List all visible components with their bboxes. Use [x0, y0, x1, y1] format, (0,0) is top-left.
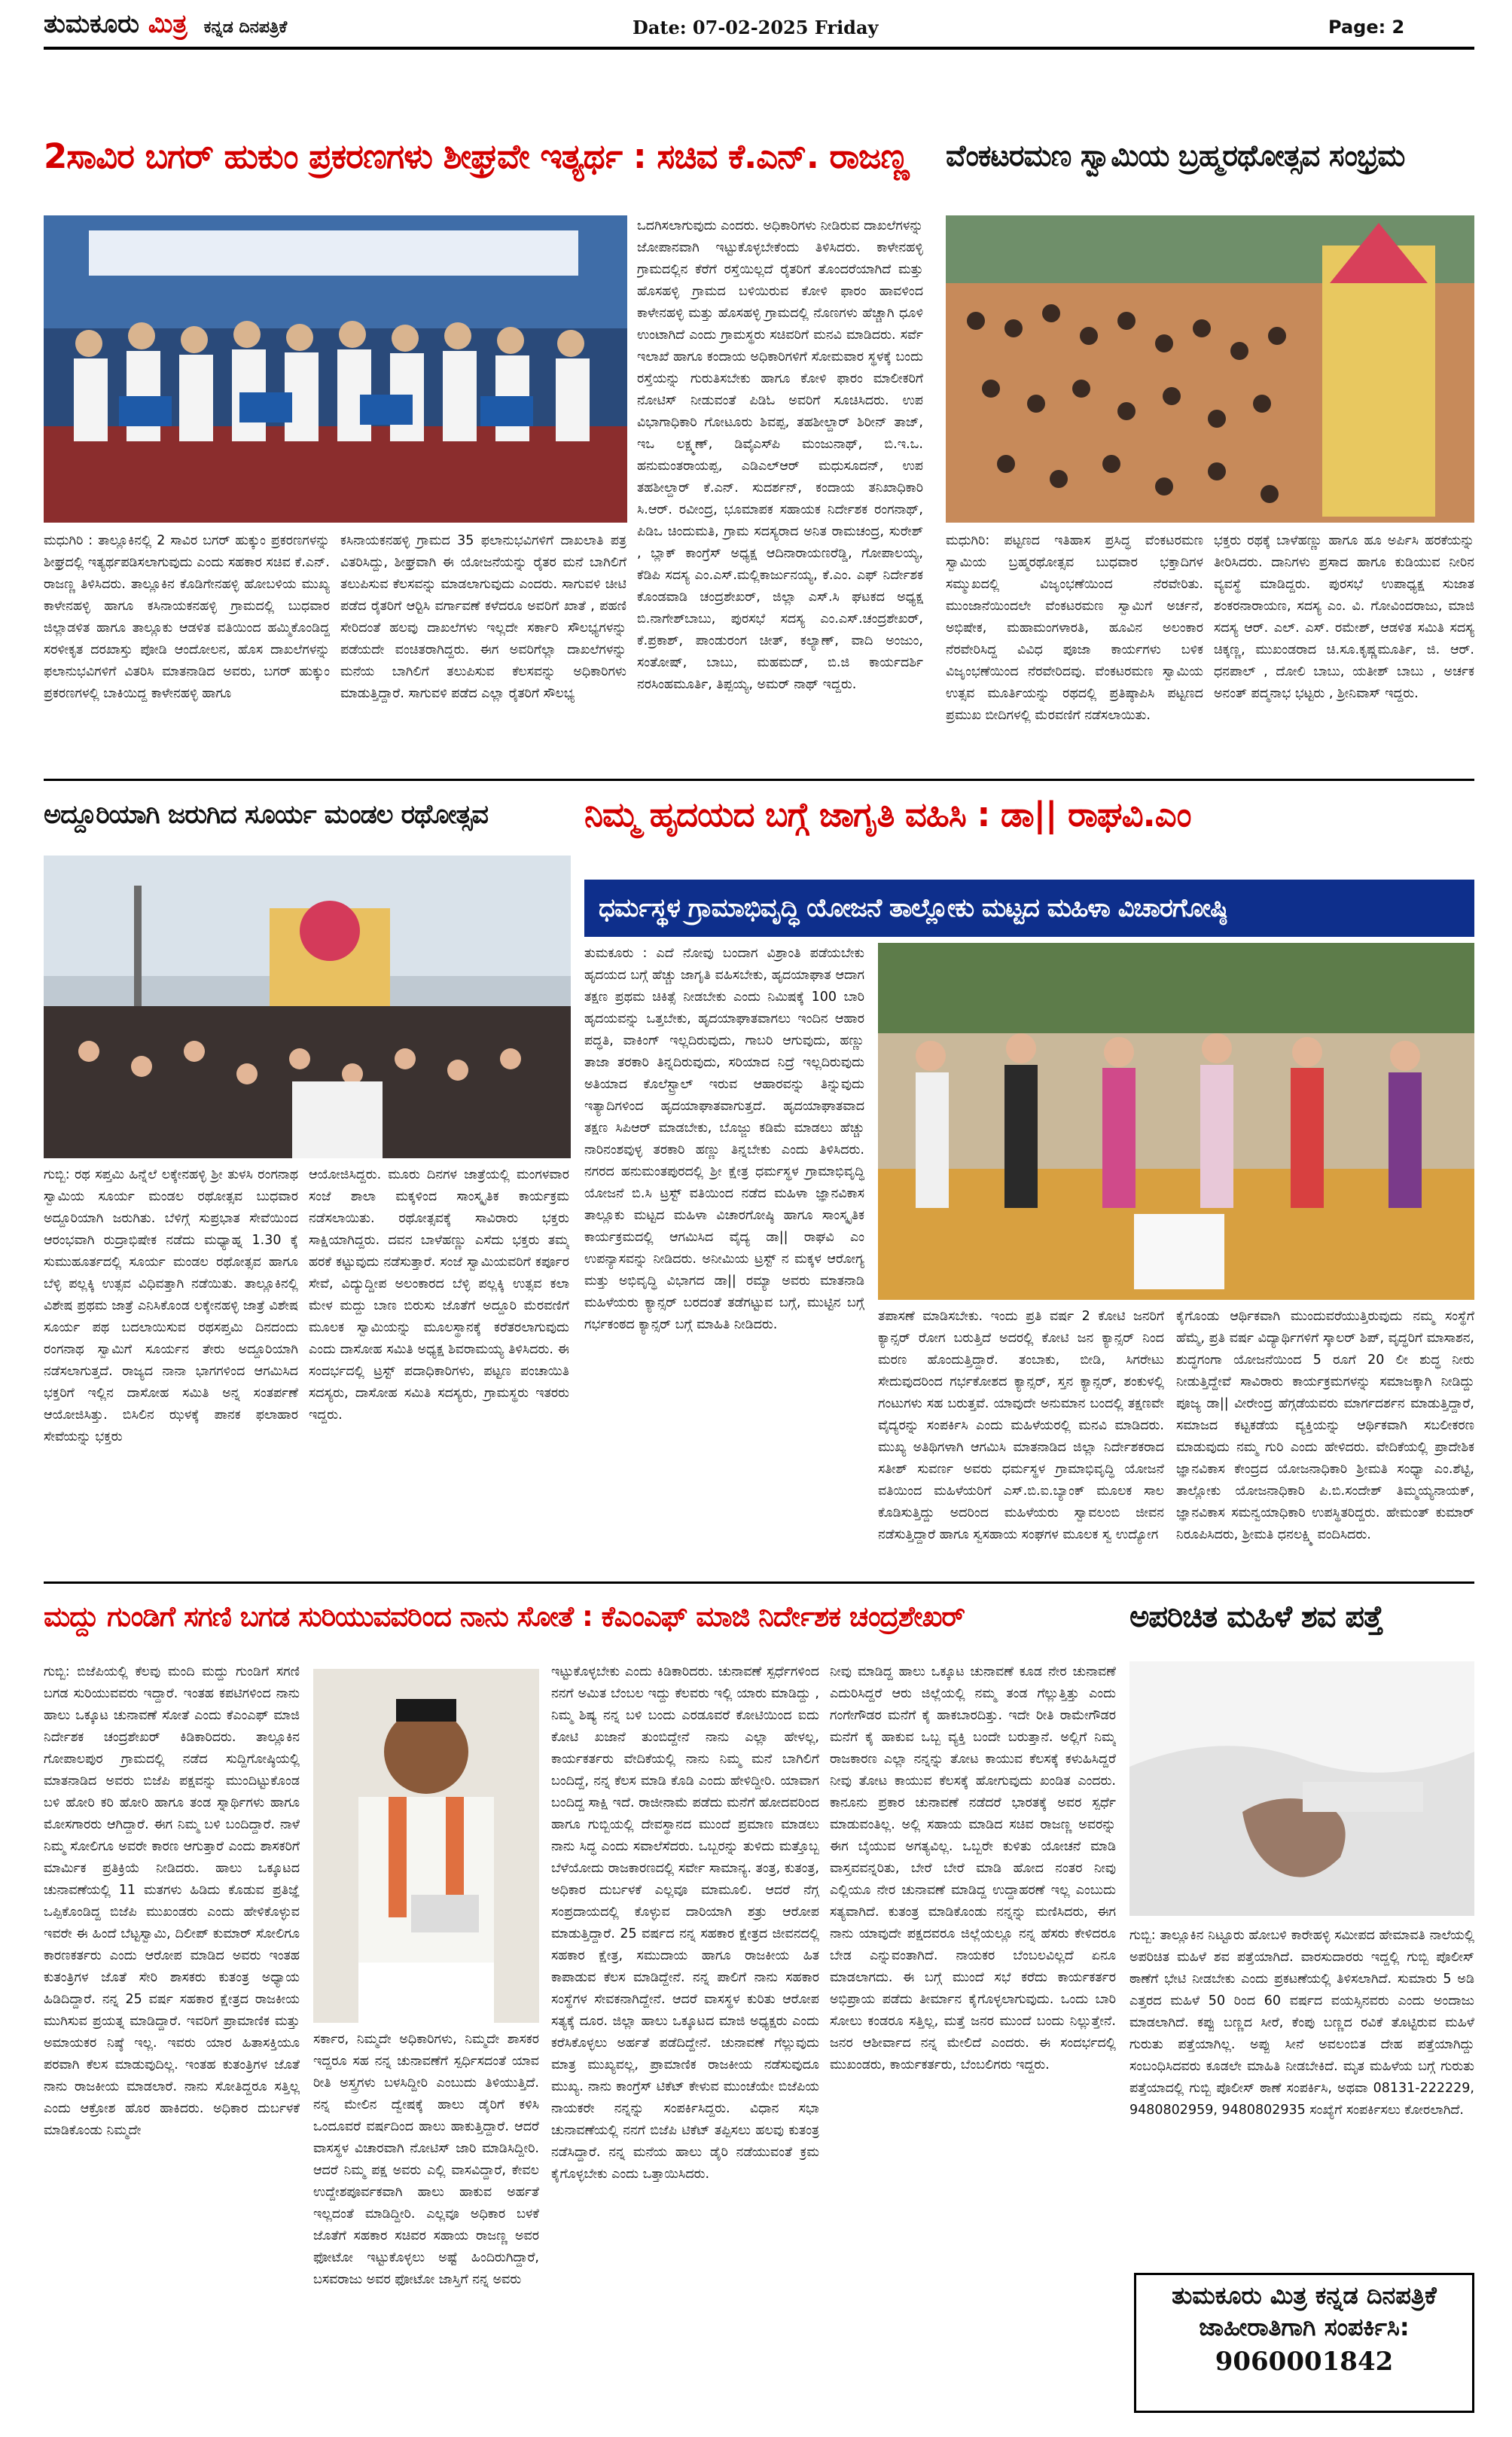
- article4-col3: ಕೈಗೊಂಡು ಆರ್ಥಿಕವಾಗಿ ಮುಂದುವರೆಯುತ್ತಿರುವುದು ನಮ್ಮ ಸಂಸ್ಥೆಗೆ ಹೆಮ್ಮೆ, ಪ್ರತಿ ವರ್ಷ ವಿದ್ಯಾರ್ಥಿಗಳಿಗೆ ಸ್ಕಾಲರ್ ಶಿಪ್, ವೃದ್ಧರಿಗೆ ಮಾಸಾಶನ, ಶುದ್ಧಗಂಗಾ ಯೋಜನೆಯಿಂದ 5 ರೂಗೆ 20 ಲೀ ಶುದ್ಧ ನೀರು ನೀಡುತ್ತಿದ್ದೇವೆ ಸಾವಿರಾರು ಕಾರ್ಯಕ್ರಮಗಳನ್ನು ಸಮಾಜಕ್ಕಾಗಿ ನೀಡಿದ್ದು ಪೂಜ್ಯ ಡಾ|| ವೀರೇಂದ್ರ ಹೆಗ್ಗಡೆಯವರು ಮಾರ್ಗದರ್ಶನ ಮಾಡುತ್ತಿದ್ದಾರೆ, ಸಮಾಜದ ಕಟ್ಟಕಡೆಯ ವ್ಯಕ್ತಿಯನ್ನು ಆರ್ಥಿಕವಾಗಿ ಸಬಲೀಕರಣ ಮಾಡುವುದು ನಮ್ಮ ಗುರಿ ಎಂದು ಹೇಳಿದರು. ವೇದಿಕೆಯಲ್ಲಿ ಪ್ರಾದೇಶಿಕ ಜ್ಞಾನವಿಕಾಸ ಕೇಂದ್ರದ ಯೋಜನಾಧಿಕಾರಿ ಶ್ರೀಮತಿ ಸಂಧ್ಯಾ ಎಂ.ಶೆಟ್ಟಿ, ತಾಲ್ಲೋಕು ಯೋಜನಾಧಿಕಾರಿ ಪಿ.ಬಿ.ಸಂದೇಶ್ ತಿಮ್ಮಯ್ಯನಾಯಕ್, ಜ್ಞಾನವಿಕಾಸ ಸಮನ್ವಯಾಧಿಕಾರಿ ಉಪಸ್ಥಿತರಿದ್ದರು. ಹೇಮಂತ್ ಕುಮಾರ್ ನಿರೂಪಿಸಿದರು, ಶ್ರೀಮತಿ ಧನಲಕ್ಷ್ಮಿ ವಂದಿಸಿದರು.: [1176, 1309, 1474, 1542]
- advertisement-box: [1134, 2273, 1474, 2413]
- article3-photo: [44, 856, 571, 1158]
- ad-contact-label: ಜಾಹೀರಾತಿಗಾಗಿ ಸಂಪರ್ಕಿಸಿ:: [1199, 2313, 1410, 2341]
- article6-col1: ಗುಬ್ಬಿ: ತಾಲ್ಲೂಕಿನ ನಿಟ್ಟೂರು ಹೋಬಳಿ ಕಾರೇಹಳ್ಳಿ ಸಮೀಪದ ಹೇಮಾವತಿ ನಾಲೆಯಲ್ಲಿ ಅಪರಿಚಿತ ಮಹಿಳೆ ಶವ ಪತ್ತೆಯಾಗಿದೆ. ವಾರಸುದಾರರು ಇದ್ದಲ್ಲಿ ಗುಬ್ಬಿ ಪೊಲೀಸ್ ಠಾಣೆಗೆ ಭೇಟಿ ನೀಡಬೇಕು ಎಂದು ಪ್ರಕಟಣೆಯಲ್ಲಿ ತಿಳಿಸಲಾಗಿದೆ. ಸುಮಾರು 5 ಅಡಿ ಎತ್ತರದ ಮಹಿಳೆ 50 ರಿಂದ 60 ವರ್ಷದ ವಯಸ್ಸಿನವರು ಎಂದು ಅಂದಾಜು ಮಾಡಲಾಗಿದೆ. ಕಪ್ಪು ಬಣ್ಣದ ಸೀರೆ, ಕೆಂಪು ಬಣ್ಣದ ರವಿಕೆ ತೊಟ್ಟಿರುವ ಮಹಿಳೆ ಗುರುತು ಪತ್ತೆಯಾಗಿಲ್ಲ. ಅಪ್ಪು ಸೀನೆ ಅವಲಂಬಿತ ದೇಹ ಪತ್ತೆಯಾಗಿದ್ದು ಸಂಬಂಧಿಸಿದವರು ಕೂಡಲೇ ಮಾಹಿತಿ ನೀಡಬೇಕಿದೆ. ಮೃತ ಮಹಿಳೆಯ ಬಗ್ಗೆ ಗುರುತು ಪತ್ತೆಯಾದಲ್ಲಿ ಗುಬ್ಬಿ ಪೊಲೀಸ್ ಠಾಣೆ ಸಂಪರ್ಕಿಸಿ, ಅಥವಾ 08131-222229, 9480802959, 9480802935 ಸಂಖ್ಯೆಗೆ ಸಂಪರ್ಕಿಸಲು ಕೋರಲಾಗಿದೆ.: [1129, 1928, 1474, 2118]
- page-number: Page: 2: [1328, 17, 1405, 38]
- article4-banner: ಧರ್ಮಸ್ಥಳ ಗ್ರಾಮಾಭಿವೃದ್ಧಿ ಯೋಜನೆ ತಾಲ್ಲೋಕು ಮಟ್ಟದ ಮಹಿಳಾ ವಿಚಾರಗೋಷ್ಠಿ: [584, 880, 1474, 937]
- newspaper-name: ತುಮಕೂರು ಮಿತ್ರ: [44, 9, 187, 39]
- masthead-rule: [44, 47, 1474, 50]
- article1-col3: ಒದಗಿಸಲಾಗುವುದು ಎಂದರು. ಅಧಿಕಾರಿಗಳು ನೀಡಿರುವ ದಾಖಲೆಗಳನ್ನು ಜೋಪಾನವಾಗಿ ಇಟ್ಟುಕೊಳ್ಳಬೇಕೆಂದು ತಿಳಿಸಿದರು. ಕಾಳೇನಹಳ್ಳಿ ಗ್ರಾಮದಲ್ಲಿನ ಕೆರೆಗೆ ರಸ್ತೆಯಿಲ್ಲದೆ ರೈತರಿಗೆ ತೊಂದರೆಯಾಗಿದೆ ಮತ್ತು ಹೊಸಹಳ್ಳಿ ಗ್ರಾಮದ ಬಳಿಯಿರುವ ಕೋಳಿ ಫಾರಂ ಹಾವಳಿಂದ ಕಾಳೇನಹಳ್ಳಿ ಮತ್ತು ಹೊಸಹಳ್ಳಿ ಗ್ರಾಮದಲ್ಲಿ ನೊಣಗಳು ಹೆಚ್ಚಾಗಿ ಧೂಳಿ ಉಂಟಾಗಿದೆ ಎಂದು ಗ್ರಾಮಸ್ಥರು ಸಚಿವರಿಗೆ ಮನವಿ ಮಾಡಿದರು. ಸರ್ವೆ ಇಲಾಖೆ ಹಾಗೂ ಕಂದಾಯ ಅಧಿಕಾರಿಗಳಿಗೆ ಸೋಮವಾರ ಸ್ಥಳಕ್ಕೆ ಬಂದು ರಸ್ತೆಯನ್ನು ಗುರುತಿಸಬೇಕು ಹಾಗೂ ಕೋಳಿ ಫಾರಂ ಮಾಲೀಕರಿಗೆ ನೋಟಿಸ್ ನೀಡುವಂತೆ ಪಿಡಿಓ ಅವರಿಗೆ ಸೂಚಿಸಿದರು. ಉಪ ವಿಭಾಗಾಧಿಕಾರಿ ಗೋಟೂರು ಶಿವಪ್ಪ, ತಹಶೀಲ್ದಾರ್ ಶಿರೀನ್ ತಾಜ್, ಇಒ ಲಕ್ಷ್ಮಣ್, ಡಿವೈಎಸ್‍ಪಿ ಮಂಜುನಾಥ್, ಬಿ.ಇ.ಒ. ಹನುಮಂತರಾಯಪ್ಪ, ಎಡಿಎಲ್‍ಆರ್ ಮಧುಸೂದನ್, ಉಪ ತಹಶೀಲ್ದಾರ್ ಕೆ.ಎನ್. ಸುದರ್ಶನ್, ಕಂದಾಯ ತನಿಖಾಧಿಕಾರಿ ಸಿ.ಆರ್. ರವೀಂದ್ರ, ಭೂಮಾಪಕ ಸಹಾಯಕ ನಿರ್ದೇಶಕ ರಂಗನಾಥ್, ಪಿಡಿಒ ಚಿಂದುಮತಿ, ಗ್ರಾಮ ಸದಸ್ಯರಾದ ಅನಿತ ರಾಮಚಂದ್ರ, ಸುರೇಶ್ , ಬ್ಲಾಕ್ ಕಾಂಗ್ರೆಸ್ ಅಧ್ಯಕ್ಷ ಆದಿನಾರಾಯಣರೆಡ್ಡಿ, ಗೋಪಾಲಯ್ಯ, ಕೆಡಿಪಿ ಸದಸ್ಯ ಎಂ.ಎಸ್.ಮಲ್ಲಿಕಾರ್ಜುನಯ್ಯ, ಕೆ.ಎಂ. ಎಫ್ ನಿರ್ದೇಶಕ ಕೊಂಡವಾಡಿ ಚಂದ್ರಶೇಖರ್, ಜಿಲ್ಲಾ ಎಸ್.ಸಿ ಘಟಕದ ಅಧ್ಯಕ್ಷ ಬಿ.ನಾಗೇಶ್‍ಬಾಬು, ಪುರಸಭೆ ಸದಸ್ಯ ಎಂ.ಎಸ್.ಚಂದ್ರಶೇಖರ್, ಕೆ.ಪ್ರಕಾಶ್, ಪಾಂಡುರಂಗ ಚೀತ್, ಕಲ್ಯಾಣ್, ವಾದಿ ಅಂಜುಂ, ಸಂತೋಷ್, ಬಾಬು, ಮಹಮದ್, ಬಿ.ಜಿ ಕಾರ್ಯದರ್ಶಿ ನರಸಿಂಹಮೂರ್ತಿ, ತಿಪ್ಪಯ್ಯ, ಅಮರ್ ನಾಥ್ ಇದ್ದರು.: [637, 218, 923, 692]
- article5-col1b: ಸರ್ಕಾರ, ನಿಮ್ಮದೇ ಅಧಿಕಾರಿಗಳು, ನಿಮ್ಮದೇ ಶಾಸಕರ ಇದ್ದರೂ ಸಹ ನನ್ನ ಚುನಾವಣೆಗೆ ಸ್ಪರ್ಧಿಸದಂತೆ ಯಾವ ರೀತಿ ಅಸ್ತ್ರಗಳು ಬಳಸಿದ್ದೀರಿ ಎಂಬುದು ತಿಳಿಯುತ್ತಿದೆ. ನನ್ನ ಮೇಲಿನ ದ್ವೇಷಕ್ಕೆ ಹಾಲು ಡೈರಿಗೆ ಕಳಿಸಿ ಒಂದೂವರೆ ವರ್ಷದಿಂದ ಹಾಲು ಹಾಕುತ್ತಿದ್ದಾರೆ. ಆದರೆ ವಾಸಸ್ಥಳ ವಿಚಾರವಾಗಿ ನೋಟಿಸ್ ಜಾರಿ ಮಾಡಿಸಿದ್ದೀರಿ. ಆದರೆ ನಿಮ್ಮ ಪಕ್ಷ ಅವರು ಎಲ್ಲಿ ವಾಸವಿದ್ದಾರೆ, ಕೇವಲ ಉದ್ದೇಶಪೂರ್ವಕವಾಗಿ ಹಾಲು ಹಾಕುವ ಅರ್ಹತೆ ಇಲ್ಲದಂತೆ ಮಾಡಿದ್ದೀರಿ. ಎಲ್ಲವೂ ಅಧಿಕಾರ ಬಳಕೆ ಜೊತೆಗೆ ಸಹಕಾರ ಸಚಿವರ ಸಹಾಯ ರಾಜಣ್ಣ ಅವರ ಫೋಟೋ ಇಟ್ಟುಕೊಳ್ಳಲು ಅಷ್ಟೆ ಹಿಂದಿರುಗಿದ್ದಾರೆ, ಬಸವರಾಜು ಅವರ ಫೋಟೋ ಜಾಸ್ತಿಗೆ ನನ್ನ ಅವರು: [313, 2032, 539, 2287]
- article5-col3: ನೀವು ಮಾಡಿದ್ದ ಹಾಲು ಒಕ್ಕೂಟ ಚುನಾವಣೆ ಕೂಡ ನೇರ ಚುನಾವಣೆ ಎದುರಿಸಿದ್ದರೆ ಆರು ಜಿಲ್ಲೆಯಲ್ಲಿ ನಮ್ಮ ತಂಡ ಗೆಲ್ಲುತ್ತಿತ್ತು ಎಂದು ಗಂಗೇಗೌಡರ ಮನೆಗೆ ಕೈ ಹಾಕಬಾರದಿತ್ತು. ಇದೇ ರೀತಿ ರಾಮೇಗೌಡರ ಮನೆಗೆ ಕೈ ಹಾಕುವ ಒಬ್ಬ ವ್ಯಕ್ತಿ ಬಂದೇ ಬರುತ್ತಾನೆ. ಅಲ್ಲಿಗೆ ನಿಮ್ಮ ರಾಜಕಾರಣ ಎಲ್ಲಾ ನನ್ನನ್ನು ತೋಟ ಕಾಯುವ ಕೆಲಸಕ್ಕೆ ಕಳುಹಿಸಿದ್ದರೆ ನೀವು ತೋಟ ಕಾಯುವ ಕೆಲಸಕ್ಕೆ ಹೋಗುವುದು ಖಂಡಿತ ಎಂದರು. ಕಾನೂನು ಪ್ರಕಾರ ಚುನಾವಣೆ ನಡೆದರೆ ಭಾರತಕ್ಕೆ ಅವರ ಸ್ಪರ್ಧೆ ಮಾಡುವಂತಿಲ್ಲ. ಅಲ್ಲಿ ಸಹಾಯ ಮಾಡಿದ ಸಚಿವ ರಾಜಣ್ಣ ಅವರನ್ನು ಈಗ ಬೈಯುವ ಅಗತ್ಯವಿಲ್ಲ. ಒಬ್ಬರೇ ಕುಳಿತು ಯೋಚನೆ ಮಾಡಿ ವಾಸ್ತವವನ್ನರಿತು, ಬೇರೆ ಬೇರೆ ಮಾಡಿ ಹೋದ ನಂತರ ನೀವು ಎಲ್ಲಿಯೂ ನೇರ ಚುನಾವಣೆ ಮಾಡಿದ್ದ ಉದ್ದಾಹರಣೆ ಇಲ್ಲ ಎಂಬುದು ಸತ್ಯವಾಗಿದೆ. ಕುತಂತ್ರ ಮಾಡಿಕೊಂಡು ನನ್ನನ್ನು ಮಣಿಸಿದರು, ಈಗ ನಾನು ಯಾವುದೇ ಪಕ್ಷದವರೂ ಜಿಲ್ಲೆಯಲ್ಲೂ ನನ್ನ ಹೆಸರು ಕೇಳಿದರೂ ಬೇಡ ಎನ್ನುವಂತಾಗಿದೆ. ನಾಯಕರ ಬೆಂಬಲವಿಲ್ಲದೆ ಏನೂ ಮಾಡಲಾಗದು. ಈ ಬಗ್ಗೆ ಮುಂದೆ ಸಭೆ ಕರೆದು ಕಾರ್ಯಕರ್ತರ ಅಭಿಪ್ರಾಯ ಪಡೆದು ತೀರ್ಮಾನ ಕೈಗೊಳ್ಳಲಾಗುವುದು. ಒಂದು ಬಾರಿ ಸೋಲು ಕಂಡರೂ ಸತ್ತಿಲ್ಲ, ಮತ್ತೆ ಜನರ ಮುಂದೆ ಬಂದು ನಿಲ್ಲುತ್ತೇನೆ. ಜನರ ಆಶೀರ್ವಾದ ನನ್ನ ಮೇಲಿದೆ ಎಂದರು. ಈ ಸಂದರ್ಭದಲ್ಲಿ ಮುಖಂಡರು, ಕಾರ್ಯಕರ್ತರು, ಬೆಂಬಲಿಗರು ಇದ್ದರು.: [830, 1664, 1116, 2073]
- article4-col1: ತುಮಕೂರು : ಎದೆ ನೋವು ಬಂದಾಗ ವಿಶ್ರಾಂತಿ ಪಡೆಯಬೇಕು ಹೃದಯದ ಬಗ್ಗೆ ಹೆಚ್ಚು ಜಾಗೃತಿ ವಹಿಸಬೇಕು, ಹೃದಯಾಘಾತ ಆದಾಗ ತಕ್ಷಣ ಪ್ರಥಮ ಚಿಕಿತ್ಸೆ ನೀಡಬೇಕು ಎಂದು ನಿಮಿಷಕ್ಕೆ 100 ಬಾರಿ ಹೃದಯವನ್ನು ಒತ್ತಬೇಕು, ಹೃದಯಾಘಾತವಾಗಲು ಇಂದಿನ ಆಹಾರ ಪದ್ಧತಿ, ವಾಕಿಂಗ್ ಇಲ್ಲದಿರುವುದು, ಗಾಬರಿ ಆಗುವುದು, ಹಣ್ಣು ತಾಜಾ ತರಕಾರಿ ತಿನ್ನದಿರುವುದು, ಸರಿಯಾದ ನಿದ್ರೆ ಇಲ್ಲದಿರುವುದು ಅತಿಯಾದ ಕೊಲೆಸ್ಟ್ರಾಲ್ ಇರುವ ಆಹಾರವನ್ನು ತಿನ್ನುವುದು ಇತ್ಯಾದಿಗಳಿಂದ ಹೃದಯಾಘಾತವಾಗುತ್ತದೆ. ಹೃದಯಾಘಾತವಾದ ತಕ್ಷಣ ಸಿಪಿಆರ್ ಮಾಡಬೇಕು, ಬೊಜ್ಜು ಕಡಿಮೆ ಮಾಡಲು ಹೆಚ್ಚು ನಾರಿನಂಶವುಳ್ಳ ತರಕಾರಿ ಹಣ್ಣು ತಿನ್ನಬೇಕು ಎಂದು ತಿಳಿಸಿದರು. ನಗರದ ಹನುಮಂತಪುರದಲ್ಲಿ ಶ್ರೀ ಕ್ಷೇತ್ರ ಧರ್ಮಸ್ಥಳ ಗ್ರಾಮಾಭಿವೃದ್ಧಿ ಯೋಜನೆ ಬಿ.ಸಿ ಟ್ರಸ್ಟ್ ವತಿಯಿಂದ ನಡೆದ ಮಹಿಳಾ ಜ್ಞಾನವಿಕಾಸ ತಾಲ್ಲೂಕು ಮಟ್ಟದ ಮಹಿಳಾ ವಿಚಾರಗೋಷ್ಠಿ ಹಾಗೂ ಸಾಂಸ್ಕೃತಿಕ ಕಾರ್ಯಕ್ರಮದಲ್ಲಿ ಆಗಮಿಸಿದ ವೈದ್ಯ ಡಾ|| ರಾಘವಿ ಎಂ ಉಪನ್ಯಾಸವನ್ನು ನೀಡಿದರು. ಅನೀಮಿಯ ಟ್ರಸ್ಟ್ ನ ಮಕ್ಕಳ ಆರೋಗ್ಯ ಮತ್ತು ಅಭಿವೃದ್ಧಿ ವಿಭಾಗದ ಡಾ|| ರಮ್ಯಾ ಅವರು ಮಾತನಾಡಿ ಮಹಿಳೆಯರು ಕ್ಯಾನ್ಸರ್ ಬರದಂತೆ ತಡೆಗಟ್ಟುವ ಬಗ್ಗೆ, ಮುಟ್ಟಿನ ಬಗ್ಗೆ ಗರ್ಭಕಂಠದ ಕ್ಯಾನ್ಸರ್ ಬಗ್ಗೆ ಮಾಹಿತಿ ನೀಡಿದರು.: [584, 946, 864, 1332]
- article1-col2: ಕಸಿನಾಯಕನಹಳ್ಳಿ ಗ್ರಾಮದ 35 ಫಲಾನುಭವಿಗಳಿಗೆ ದಾಖಲಾತಿ ಪತ್ರ ವಿತರಿಸಿದ್ದು, ಶೀಘ್ರವಾಗಿ ಈ ಯೋಜನೆಯನ್ನು ರೈತರ ಮನೆ ಬಾಗಿಲಿಗೆ ತಲುಪಿಸುವ ಕೆಲಸವನ್ನು ಮಾಡಲಾಗುವುದು ಎಂದರು. ಸಾಗುವಳಿ ಚೀಟಿ ಪಡೆದ ರೈತರಿಗೆ ಆರ್‍ಟಿಸಿ ವರ್ಗಾವಣೆ ಕಳೆದರೂ ಅವರಿಗೆ ಖಾತೆ , ಪಹಣಿ ಸೇರಿದಂತೆ ಹಲವು ದಾಖಲೆಗಳು ಇಲ್ಲದೇ ಸರ್ಕಾರಿ ಸೌಲಭ್ಯಗಳನ್ನು ಪಡೆಯದೇ ವಂಚಿತರಾಗಿದ್ದರು. ಈಗ ಅವರಿಗೆಲ್ಲಾ ದಾಖಲೆಗಳನ್ನು ಮನೆಯ ಬಾಗಿಲಿಗೆ ತಲುಪಿಸುವ ಕೆಲಸವನ್ನು ಅಧಿಕಾರಿಗಳು ಮಾಡುತ್ತಿದ್ದಾರೆ. ಸಾಗುವಳಿ ಪಡೆದ ಎಲ್ಲಾ ರೈತರಿಗೆ ಸೌಲಭ್ಯ: [340, 533, 626, 701]
- article5-headline: ಮದ್ದು ಗುಂಡಿಗೆ ಸಗಣಿ ಬಗಡ ಸುರಿಯುವವರಿಂದ ನಾನು ಸೋತೆ : ಕೆಎಂಎಫ್ ಮಾಜಿ ನಿರ್ದೇಶಕ ಚಂದ್ರಶೇಖರ್: [44, 1600, 965, 1633]
- article6-headline: ಅಪರಿಚಿತ ಮಹಿಳೆ ಶವ ಪತ್ತೆ: [1129, 1600, 1383, 1634]
- article6-photo: [1129, 1661, 1474, 1916]
- article1-photo: [44, 215, 627, 523]
- article1-headline: 2ಸಾವಿರ ಬಗರ್ ಹುಕುಂ ಪ್ರಕರಣಗಳು ಶೀಘ್ರವೇ ಇತ್ಯರ್ಥ : ಸಚಿವ ಕೆ.ಎನ್. ರಾಜಣ್ಣ: [44, 136, 909, 176]
- article5-col2: ಇಟ್ಟುಕೊಳ್ಳಬೇಕು ಎಂದು ಕಿಡಿಕಾರಿದರು. ಚುನಾವಣೆ ಸ್ಪರ್ಧೆಗಳಿಂದ ನನಗೆ ಅಮಿತ ಬೆಂಬಲ ಇದ್ದು ಕೆಲವರು ಇಲ್ಲಿ ಯಾರು ಮಾಡಿದ್ದು , ನಿಮ್ಮ ಶಿಷ್ಯ ನನ್ನ ಬಳಿ ಬಂದು ಎರಡೂವರೆ ಕೋಟಿಯಿಂದ ಐದು ಕೋಟಿ ಖಜಾನೆ ತುಂಬಿದ್ದೇನೆ ನಾನು ಎಲ್ಲಾ ಹೇಳಲ್ಲ, ಕಾರ್ಯಕರ್ತರು ವೇದಿಕೆಯಲ್ಲಿ ನಾನು ನಿಮ್ಮ ಮನೆ ಬಾಗಿಲಿಗೆ ಬಂದಿದ್ದೆ, ನನ್ನ ಕೆಲಸ ಮಾಡಿ ಕೊಡಿ ಎಂದು ಹೇಳಿದ್ದೀರಿ. ಯಾವಾಗ ಬಂದಿದ್ದ ಸಾಕ್ಷಿ ಇದೆ. ರಾಜೀನಾಮೆ ಪಡೆದು ಮನೆಗೆ ಹೋದವರಿಂದ ಹಾಗೂ ಗುಬ್ಬಿಯಲ್ಲಿ ದೇವಸ್ಥಾನದ ಮುಂದೆ ಪ್ರಮಾಣ ಮಾಡಲು ನಾನು ಸಿದ್ಧ ಎಂದು ಸವಾಲೆಸೆದರು. ಒಬ್ಬರನ್ನು ತುಳಿದು ಮತ್ತೊಬ್ಬ ಬೆಳೆಯೋದು ರಾಜಕಾರಣದಲ್ಲಿ ಸರ್ವೇ ಸಾಮಾನ್ಯ. ತಂತ್ರ, ಕುತಂತ್ರ, ಅಧಿಕಾರ ದುರ್ಬಳಕೆ ಎಲ್ಲವೂ ಮಾಮೂಲಿ. ಆದರೆ ನೆಗ್ಗ ಸಂಪ್ರದಾಯದಲ್ಲಿ ಕೊಳ್ಳುವ ದಾರಿಯಾಗಿ ಶತ್ರು ಆರೋಪ ಮಾಡುತ್ತಿದ್ದಾರೆ. 25 ವರ್ಷದ ನನ್ನ ಸಹಕಾರ ಕ್ಷೇತ್ರದ ಜೀವನದಲ್ಲಿ ಸಹಕಾರ ಕ್ಷೇತ್ರ, ಸಮುದಾಯ ಹಾಗೂ ರಾಜಕೀಯ ಹಿತ ಕಾಪಾಡುವ ಕೆಲಸ ಮಾಡಿದ್ದೇನೆ. ನನ್ನ ಪಾಲಿಗೆ ನಾನು ಸಹಕಾರ ಸಂಸ್ಥೆಗಳ ಸೇವಕನಾಗಿದ್ದೇನೆ. ಆದರೆ ವಾಸಸ್ಥಳ ಕುರಿತು ಆರೋಪ ಸತ್ಯಕ್ಕೆ ದೂರ. ಜಿಲ್ಲಾ ಹಾಲು ಒಕ್ಕೂಟದ ಮಾಜಿ ಅಧ್ಯಕ್ಷರು ಎಂದು ಕರೆಸಿಕೊಳ್ಳಲು ಅರ್ಹತೆ ಪಡೆದಿದ್ದೇನೆ. ಚುನಾವಣೆ ಗೆಲ್ಲುವುದು ಮಾತ್ರ ಮುಖ್ಯವಲ್ಲ, ಪ್ರಾಮಾಣಿಕ ರಾಜಕೀಯ ನಡೆಸುವುದೂ ಮುಖ್ಯ. ನಾನು ಕಾಂಗ್ರೆಸ್ ಟಿಕೆಟ್ ಕೇಳುವ ಮುಂಚೆಯೇ ಬಿಜೆಪಿಯ ನಾಯಕರೇ ನನ್ನನ್ನು ಸಂಪರ್ಕಿಸಿದ್ದರು. ವಿಧಾನ ಸಭಾ ಚುನಾವಣೆಯಲ್ಲಿ ನನಗೆ ಬಿಜೆಪಿ ಟಿಕೆಟ್ ತಪ್ಪಿಸಲು ಹಲವು ಕುತಂತ್ರ ನಡೆಸಿದ್ದಾರೆ. ನನ್ನ ಮನೆಯ ಹಾಲು ಡೈರಿ ನಡೆಯುವಂತೆ ಕ್ರಮ ಕೈಗೊಳ್ಳಬೇಕು ಎಂದು ಒತ್ತಾಯಿಸಿದರು.: [551, 1664, 819, 2182]
- article2-photo: [946, 215, 1474, 523]
- article3-col2: ಆಯೋಜಿಸಿದ್ದರು. ಮೂರು ದಿನಗಳ ಜಾತ್ರೆಯಲ್ಲಿ ಮಂಗಳವಾರ ಸಂಜೆ ಶಾಲಾ ಮಕ್ಕಳಿಂದ ಸಾಂಸ್ಕೃತಿಕ ಕಾರ್ಯಕ್ರಮ ನಡೆಸಲಾಯಿತು. ರಥೋತ್ಸವಕ್ಕೆ ಸಾವಿರಾರು ಭಕ್ತರು ಸಾಕ್ಷಿಯಾಗಿದ್ದರು. ದವನ ಬಾಳೆಹಣ್ಣು ಎಸೆದು ಭಕ್ತರು ತಮ್ಮ ಹರಕೆ ಕಟ್ಟುವುದು ನಡೆಸುತ್ತಾರೆ. ಸಂಜೆ ಸ್ವಾಮಿಯವರಿಗೆ ಕರ್ಪೂರ ಸೇವೆ, ವಿದ್ಯುದ್ದೀಪ ಅಲಂಕಾರದ ಬೆಳ್ಳಿ ಪಲ್ಲಕ್ಕಿ ಉತ್ಸವ ಕಲಾ ಮೇಳ ಮದ್ದು ಬಾಣ ಬಿರುಸು ಜೊತೆಗೆ ಅದ್ದೂರಿ ಮೆರವಣಿಗೆ ಮೂಲಕ ಸ್ವಾಮಿಯನ್ನು ಮೂಲಸ್ಥಾನಕ್ಕೆ ಕರೆತರಲಾಗುವುದು ಎಂದು ದಾಸೋಹ ಸಮಿತಿ ಅಧ್ಯಕ್ಷ ಶಿವರಾಮಯ್ಯ ತಿಳಿಸಿದರು. ಈ ಸಂದರ್ಭದಲ್ಲಿ ಟ್ರಸ್ಟ್ ಪದಾಧಿಕಾರಿಗಳು, ಪಟ್ಟಣ ಪಂಚಾಯಿತಿ ಸದಸ್ಯರು, ದಾಸೋಹ ಸಮಿತಿ ಸದಸ್ಯರು, ಗ್ರಾಮಸ್ಥರು ಇತರರು ಇದ್ದರು.: [309, 1167, 569, 1423]
- newspaper-subtitle: ಕನ್ನಡ ದಿನಪತ್ರಿಕೆ: [203, 18, 288, 37]
- article5-photo: [313, 1669, 539, 2023]
- article4-col2: ತಪಾಸಣೆ ಮಾಡಿಸಬೇಕು. ಇಂದು ಪ್ರತಿ ವರ್ಷ 2 ಕೋಟಿ ಜನರಿಗೆ ಕ್ಯಾನ್ಸರ್ ರೋಗ ಬರುತ್ತಿದೆ ಅದರಲ್ಲಿ ಕೋಟಿ ಜನ ಕ್ಯಾನ್ಸರ್ ನಿಂದ ಮರಣ ಹೊಂದುತ್ತಿದ್ದಾರೆ. ತಂಬಾಕು, ಬೀಡಿ, ಸಿಗರೇಟು ಸೇದುವುದರಿಂದ ಗರ್ಭಕೋಶದ ಕ್ಯಾನ್ಸರ್, ಸ್ತನ ಕ್ಯಾನ್ಸರ್, ಶಂಕುಳಲ್ಲಿ ಗಂಟುಗಳು ಸಹ ಬರುತ್ತವೆ. ಯಾವುದೇ ಅನುಮಾನ ಬಂದಲ್ಲಿ ತಕ್ಷಣವೇ ವೈದ್ಯರನ್ನು ಸಂಪರ್ಕಿಸಿ ಎಂದು ಮಹಿಳೆಯರಲ್ಲಿ ಮನವಿ ಮಾಡಿದರು. ಮುಖ್ಯ ಅತಿಥಿಗಳಾಗಿ ಆಗಮಿಸಿ ಮಾತನಾಡಿದ ಜಿಲ್ಲಾ ನಿರ್ದೇಶಕರಾದ ಸತೀಶ್ ಸುವರ್ಣ ಅವರು ಧರ್ಮಸ್ಥಳ ಗ್ರಾಮಾಭಿವೃದ್ಧಿ ಯೋಜನೆ ವತಿಯಿಂದ ಮಹಿಳೆಯರಿಗೆ ಎಸ್.ಬಿ.ಐ.ಬ್ಯಾಂಕ್ ಮೂಲಕ ಸಾಲ ಕೊಡಿಸುತ್ತಿದ್ದು ಅದರಿಂದ ಮಹಿಳೆಯರು ಸ್ವಾವಲಂಬಿ ಜೀವನ ನಡೆಸುತ್ತಿದ್ದಾರೆ ಹಾಗೂ ಸ್ವಸಹಾಯ ಸಂಘಗಳ ಮೂಲಕ ಸ್ವ ಉದ್ಯೋಗ: [878, 1309, 1164, 1542]
- issue-date: Date: 07-02-2025 Friday: [633, 17, 879, 38]
- article2-headline: ವೆಂಕಟರಮಣ ಸ್ವಾಮಿಯ ಬ್ರಹ್ಮರಥೋತ್ಸವ ಸಂಭ್ರಮ: [946, 139, 1405, 173]
- article5-col1a: ಗುಬ್ಬಿ: ಬಿಜೆಪಿಯಲ್ಲಿ ಕೆಲವು ಮಂದಿ ಮದ್ದು ಗುಂಡಿಗೆ ಸಗಣಿ ಬಗಡ ಸುರಿಯುವವರು ಇದ್ದಾರೆ. ಇಂತಹ ಕಪಟಿಗಳಿಂದ ನಾನು ಹಾಲು ಒಕ್ಕೂಟ ಚುನಾವಣೆ ಸೋತೆ ಎಂದು ಕೆಎಂಎಫ್ ಮಾಜಿ ನಿರ್ದೇಶಕ ಚಂದ್ರಶೇಖರ್ ಕಿಡಿಕಾರಿದರು. ತಾಲ್ಲೂಕಿನ ಗೋಪಾಲಪುರ ಗ್ರಾಮದಲ್ಲಿ ನಡೆದ ಸುದ್ದಿಗೋಷ್ಠಿಯಲ್ಲಿ ಮಾತನಾಡಿದ ಅವರು ಬಿಜೆಪಿ ಪಕ್ಷವನ್ನು ಮುಂದಿಟ್ಟುಕೊಂಡ ಬಳಿ ಹೋರಿ ಕರಿ ಹೋರಿ ಹಾಗೂ ತಂಡ ಸ್ನಾರ್ಥಿಗಳು ಹಾಗೂ ಮೋಸಗಾರರು ಆಗಿದ್ದಾರೆ. ಈಗ ನಿಮ್ಮ ಬಳಿ ಬಂದಿದ್ದಾರೆ. ನಾಳೆ ನಿಮ್ಮ ಸೋಲಿಗೂ ಅವರೇ ಕಾರಣ ಆಗುತ್ತಾರೆ ಎಂದು ಶಾಸಕರಿಗೆ ಮಾರ್ಮಿಕ ಪ್ರತಿಕ್ರಿಯೆ ನೀಡಿದರು. ಹಾಲು ಒಕ್ಕೂಟದ ಚುನಾವಣೆಯಲ್ಲಿ 11 ಮತಗಳು ಹಿಡಿದು ಕೊಡುವ ಪ್ರತಿಜ್ಞೆ ಒಪ್ಪಿಕೊಂಡಿದ್ದ ಬಿಜೆಪಿ ಮುಖಂಡರು ಎಂದು ಹೇಳಿಕೊಳ್ಳುವ ಇವರೇ ಈ ಹಿಂದೆ ಬೆಟ್ಟಸ್ವಾಮಿ, ದಿಲೀಪ್ ಕುಮಾರ್ ಸೋಲಿಗೂ ಕಾರಣಕರ್ತರು ಎಂದು ಆರೋಪ ಮಾಡಿದ ಅವರು ಇಂತಹ ಕುತಂತ್ರಿಗಳ ಜೊತೆ ಸೇರಿ ಶಾಸಕರು ಕುತಂತ್ರ ಅಧ್ಯಾಯ ಹಿಡಿದಿದ್ದಾರೆ. ನನ್ನ 25 ವರ್ಷ ಸಹಕಾರ ಕ್ಷೇತ್ರದ ರಾಜಕೀಯ ಮುಗಿಸುವ ಪ್ರಯತ್ನ ಮಾಡಿದ್ದಾರೆ. ಇವರಿಗೆ ಪ್ರಾಮಾಣಿಕ ಮತ್ತು ಅಮಾಯಕರ ನಿಷ್ಠೆ ಇಲ್ಲ. ಇವರು ಯಾರ ಹಿತಾಸಕ್ತಿಯೂ ಪರವಾಗಿ ಕೆಲಸ ಮಾಡುವುದಿಲ್ಲ. ಇಂತಹ ಕುತಂತ್ರಿಗಳ ಜೊತೆ ನಾನು ರಾಜಕೀಯ ಮಾಡಲಾರೆ. ನಾನು ಸೋತಿದ್ದರೂ ಸತ್ತಿಲ್ಲ ಎಂದು ಆಕ್ರೋಶ ಹೊರ ಹಾಕಿದರು. ಅಧಿಕಾರ ದುರ್ಬಳಕೆ ಮಾಡಿಕೊಂಡು ನಿಮ್ಮದೇ: [44, 1664, 300, 2138]
- ad-phone-number: 9060001842: [1215, 2347, 1394, 2377]
- section-rule-2: [44, 1581, 1474, 1584]
- section-rule-1: [44, 779, 1474, 781]
- article2-col1: ಮಧುಗಿರಿ: ಪಟ್ಟಣದ ಇತಿಹಾಸ ಪ್ರಸಿದ್ಧ ವೆಂಕಟರಮಣ ಸ್ವಾಮಿಯ ಬ್ರಹ್ಮರಥೋತ್ಸವ ಬುಧವಾರ ಭಕ್ತಾದಿಗಳ ಸಮ್ಮುಖದಲ್ಲಿ ವಿಜೃಂಭಣೆಯಿಂದ ನೆರವೇರಿತು. ಮುಂಜಾನೆಯಿಂದಲೇ ವೆಂಕಟರಮಣ ಸ್ವಾಮಿಗೆ ಅರ್ಚನೆ, ಅಭಿಷೇಕ, ಮಹಾಮಂಗಳಾರತಿ, ಹೂವಿನ ಅಲಂಕಾರ ನೆರವೇರಿಸಿದ್ದ ವಿವಿಧ ಪೂಜಾ ಕಾರ್ಯಗಳು ಬಳಿಕ ವಿಜೃಂಭಣೆಯಿಂದ ನೆರವೇರಿದವು. ವೆಂಕಟರಮಣ ಸ್ವಾಮಿಯ ಉತ್ಸವ ಮೂರ್ತಿಯನ್ನು ರಥದಲ್ಲಿ ಪ್ರತಿಷ್ಠಾಪಿಸಿ ಪಟ್ಟಣದ ಪ್ರಮುಖ ಬೀದಿಗಳಲ್ಲಿ ಮೆರವಣಿಗೆ ನಡೆಸಲಾಯಿತು.: [946, 533, 1203, 723]
- article2-col2: ಭಕ್ತರು ರಥಕ್ಕೆ ಬಾಳೆಹಣ್ಣು ಹಾಗೂ ಹೂ ಅರ್ಪಿಸಿ ಹರಕೆಯನ್ನು ತೀರಿಸಿದರು. ದಾನಿಗಳು ಪ್ರಸಾದ ಹಾಗೂ ಕುಡಿಯುವ ನೀರಿನ ವ್ಯವಸ್ಥೆ ಮಾಡಿದ್ದರು. ಪುರಸಭೆ ಉಪಾಧ್ಯಕ್ಷ ಸುಜಾತ ಶಂಕರನಾರಾಯಣ, ಸದಸ್ಯ ಎಂ. ವಿ. ಗೋವಿಂದರಾಜು, ಮಾಜಿ ಸದಸ್ಯ ಆರ್. ಎಲ್. ಎಸ್. ರಮೇಶ್, ಆಡಳಿತ ಸಮಿತಿ ಸದಸ್ಯ ಚಿಕ್ಕಣ್ಣ, ಮುಖಂಡರಾದ ಚಿ.ಸೂ.ಕೃಷ್ಣಮೂರ್ತಿ, ಜಿ. ಆರ್. ಧನಪಾಲ್ , ದೋಲಿ ಬಾಬು, ಯತೀಶ್ ಬಾಬು , ಅರ್ಚಕ ಅನಂತ್ ಪದ್ಮನಾಭ ಭಟ್ಟರು , ಶ್ರೀನಿವಾಸ್ ಇದ್ದರು.: [1214, 533, 1474, 701]
- article4-photo: [878, 943, 1474, 1300]
- article3-col1: ಗುಬ್ಬಿ: ರಥ ಸಪ್ತಮಿ ಹಿನ್ನೆಲೆ ಲಕ್ಕೇನಹಳ್ಳಿ ಶ್ರೀ ತುಳಸಿ ರಂಗನಾಥ ಸ್ವಾಮಿಯ ಸೂರ್ಯ ಮಂಡಲ ರಥೋತ್ಸವ ಬುಧವಾರ ಅದ್ದೂರಿಯಾಗಿ ಜರುಗಿತು. ಬೆಳಿಗ್ಗೆ ಸುಪ್ರಭಾತ ಸೇವೆಯಿಂದ ಆರಂಭವಾಗಿ ರುದ್ರಾಭಿಷೇಕ ನಡೆದು ಮಧ್ಯಾಹ್ನ 1.30 ಕ್ಕೆ ಸುಮುಹೂರ್ತದಲ್ಲಿ ಸೂರ್ಯ ಮಂಡಲ ರಥೋತ್ಸವ ಹಾಗೂ ಬೆಳ್ಳಿ ಪಲ್ಲಕ್ಕಿ ಉತ್ಸವ ವಿಧಿವತ್ತಾಗಿ ನಡೆಯಿತು. ತಾಲ್ಲೂಕಿನಲ್ಲಿ ವಿಶೇಷ ಪ್ರಥಮ ಜಾತ್ರೆ ಎನಿಸಿಕೊಂಡ ಲಕ್ಕೇನಹಳ್ಳಿ ಜಾತ್ರೆ ವಿಶೇಷ ಸೂರ್ಯ ಪಥ ಬದಲಾಯಿಸುವ ರಥಸಪ್ತಮಿ ದಿನದಂದು ರಂಗನಾಥ ಸ್ವಾಮಿಗೆ ಸೂರ್ಯನ ತೇರು ಅದ್ದೂರಿಯಾಗಿ ನಡೆಸಲಾಗುತ್ತದೆ. ರಾಜ್ಯದ ನಾನಾ ಭಾಗಗಳಿಂದ ಆಗಮಿಸಿದ ಭಕ್ತರಿಗೆ ಇಲ್ಲಿನ ದಾಸೋಹ ಸಮಿತಿ ಅನ್ನ ಸಂತರ್ಪಣೆ ಆಯೋಜಿಸಿತ್ತು. ಬಿಸಿಲಿನ ಝಳಕ್ಕೆ ಪಾನಕ ಫಲಾಹಾರ ಸೇವೆಯನ್ನು ಭಕ್ತರು: [44, 1167, 298, 1444]
- article3-headline: ಅದ್ದೂರಿಯಾಗಿ ಜರುಗಿದ ಸೂರ್ಯ ಮಂಡಲ ರಥೋತ್ಸವ: [44, 800, 488, 830]
- article1-col1: ಮಧುಗಿರಿ : ತಾಲ್ಲೂಕಿನಲ್ಲಿ 2 ಸಾವಿರ ಬಗರ್ ಹುಕ್ಕುಂ ಪ್ರಕರಣಗಳನ್ನು ಶೀಘ್ರದಲ್ಲಿ ಇತ್ಯರ್ಥಪಡಿಸಲಾಗುವುದು ಎಂದು ಸಹಕಾರ ಸಚಿವ ಕೆ.ಎನ್. ರಾಜಣ್ಣ ತಿಳಿಸಿದರು. ತಾಲ್ಲೂಕಿನ ಕೊಡಿಗೇನಹಳ್ಳಿ ಹೋಬಳಿಯ ಮುಖ್ಯ ಕಾಳೇನಹಳ್ಳಿ ಹಾಗೂ ಕಸಿನಾಯಕನಹಳ್ಳಿ ಗ್ರಾಮದಲ್ಲಿ ಬುಧವಾರ ಜಿಲ್ಲಾಡಳಿತ ಹಾಗೂ ತಾಲ್ಲೂಕು ಆಡಳಿತ ವತಿಯಿಂದ ಹಮ್ಮಿಕೊಂಡಿದ್ದ ಸರಳೀಕೃತ ದರಖಾಸ್ತು ಪೋಡಿ ಆಂದೋಲನ, ಹೊಸ ದಾಖಲೆಗಳನ್ನು ಫಲಾನುಭವಿಗಳಿಗೆ ವಿತರಿಸಿ ಮಾತನಾಡಿದ ಅವರು, ಬಗರ್ ಹುಕ್ಕುಂ ಪ್ರಕರಣಗಳಲ್ಲಿ ಬಾಕಿಯಿದ್ದ ಕಾಳೇನಹಳ್ಳಿ ಹಾಗೂ: [44, 533, 330, 701]
- ad-paper-name: ತುಮಕೂರು ಮಿತ್ರ ಕನ್ನಡ ದಿನಪತ್ರಿಕೆ: [1172, 2281, 1437, 2310]
- article4-headline: ನಿಮ್ಮ ಹೃದಯದ ಬಗ್ಗೆ ಜಾಗೃತಿ ವಹಿಸಿ : ಡಾ|| ರಾಘವಿ.ಎಂ: [584, 795, 1191, 834]
